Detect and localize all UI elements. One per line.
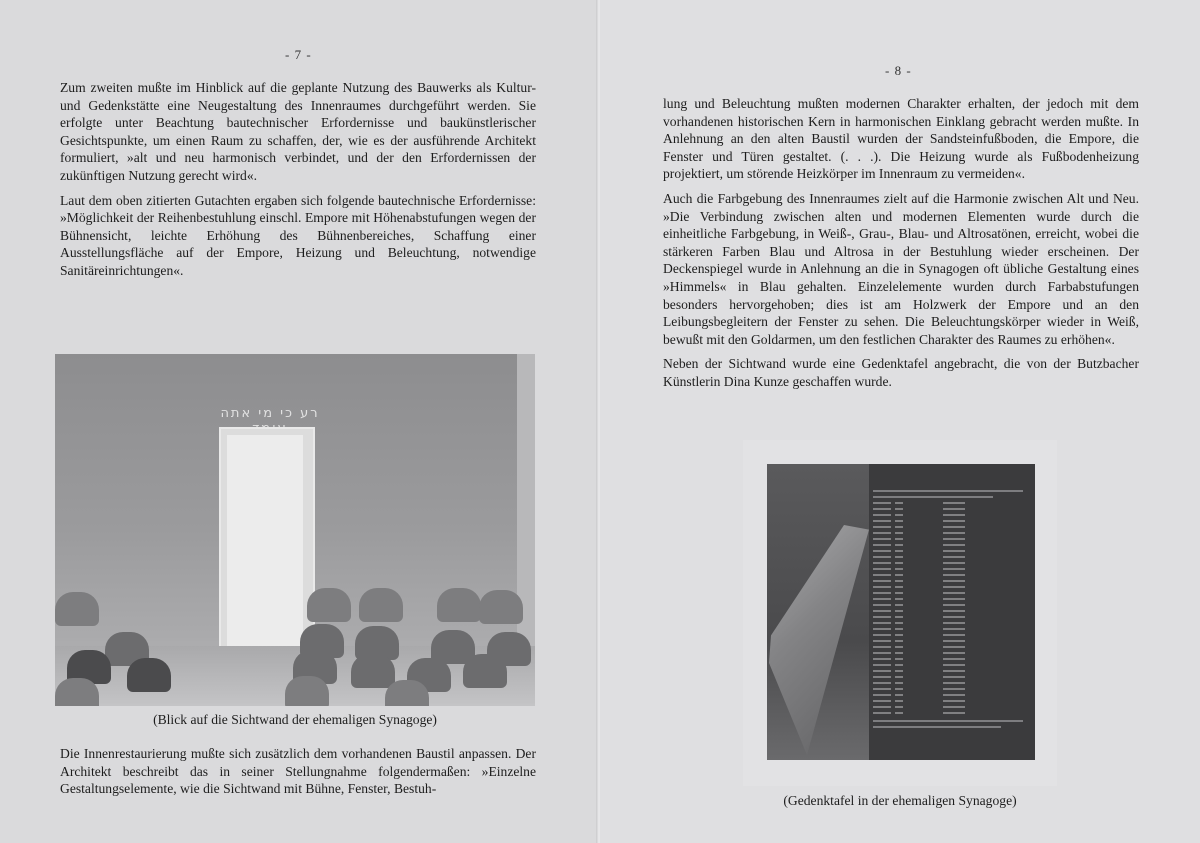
plaque-text-line	[873, 720, 1023, 722]
hebrew-inscription: רע כי מי אתה	[220, 406, 320, 421]
synagogue-photo	[55, 354, 535, 706]
plaque-text-line	[873, 634, 1023, 636]
left-bottom-paragraph: Die Innenrestaurierung mußte sich zusätzlich dem vorhandenen Baustil anpassen. Der Architekt beschreibt das in seiner Stellungnahme folgendermaßen: »Einzelne Gestaltungselemente, wie die Sichtwand mit Bühne, Fenster, Bestuh-	[60, 746, 536, 797]
right-paragraph-3: Neben der Sichtwand wurde eine Gedenktafel angebracht, die von der Butzbacher Künstlerin Dina Kunze geschaffen wurde.	[663, 356, 1139, 389]
chair	[437, 588, 481, 622]
left-paragraph-2: Laut dem oben zitierten Gutachten ergaben sich folgende bautechnische Erfordernisse: »Möglichkeit der Reihenbestuhlung einschl. Empore mit Höhenabstufungen wegen der Bühnensicht, leichte Erhöhung des Bühnenbereiches, Schaffung einer Ausstellungsfläche auf der Empore, Heizung und Beleuchtung, notwendige Sanitäreinrichtungen«.	[60, 192, 536, 278]
chair	[285, 676, 329, 706]
plaque-text-line	[873, 688, 1023, 690]
plaque-text-line	[873, 550, 1023, 552]
plaque-text-line	[873, 616, 1023, 618]
plaque-text-line	[873, 628, 1023, 630]
plaque-text-line	[873, 574, 1023, 576]
synagogue-photo-caption: (Blick auf die Sichtwand der ehemaligen Synagoge)	[153, 712, 437, 727]
plaque-photo-caption: (Gedenktafel in der ehemaligen Synagoge)	[783, 793, 1017, 808]
plaque-text-line	[873, 658, 1023, 660]
plaque-text-line	[873, 706, 1023, 708]
plaque-name-list	[873, 490, 1023, 720]
door	[227, 435, 303, 651]
plaque-text-line	[873, 700, 1023, 702]
chair	[463, 654, 507, 688]
plaque-text-line	[873, 580, 1023, 582]
left-paragraph-1: Zum zweiten mußte im Hinblick auf die geplante Nutzung des Bauwerks als Kultur- und Gedenkstätte eine Neugestaltung des Innenraumes durchgeführt werden. Sie erfolgte unter Beachtung bautechnischer Erfordernisse und baukünstlerischer Gesichtspunkte, um einen Raum zu schaffen, der, wie es der ausführende Architekt formuliert, »alt und neu harmonisch verbindet, und der den Erfordernissen der zukünftigen Nutzung gerecht wird«.	[60, 80, 536, 183]
plaque-text-line	[873, 502, 1023, 504]
right-paragraph-1: lung und Beleuchtung mußten modernen Charakter erhalten, der jedoch mit dem vorhandenen historischen Kern in harmonischen Einklang gebracht werden mußte. In Anlehnung an den alten Baustil wurden der Sandsteinfußboden, die Empore, die Fenster und Türen gestaltet. (. . .). Die Heizung wurde als Fußbodenheizung projektiert, um störende Heizkörper im Innenraum zu vermeiden«.	[663, 96, 1139, 182]
chair	[55, 592, 99, 626]
plaque-text-line	[873, 568, 1023, 570]
plaque-text-line	[873, 586, 1023, 588]
plaque-text-line	[873, 496, 993, 498]
chair	[359, 588, 403, 622]
page-number-right: - 8 -	[885, 63, 912, 78]
plaque-text-line	[873, 538, 1023, 540]
plaque-text-line	[873, 592, 1023, 594]
plaque-text-line	[873, 622, 1023, 624]
plaque-text-line	[873, 670, 1023, 672]
plaque-text-line	[873, 676, 1023, 678]
plaque-text-line	[873, 508, 1023, 510]
plaque-text-line	[873, 526, 1023, 528]
plaque-text-line	[873, 556, 1023, 558]
plaque-text-line	[873, 610, 1023, 612]
page-number-left: - 7 -	[285, 47, 312, 62]
memorial-plaque-photo	[743, 440, 1057, 786]
plaque-text-line	[873, 640, 1023, 642]
chair	[307, 588, 351, 622]
chair	[127, 658, 171, 692]
chair	[351, 654, 395, 688]
chair	[55, 678, 99, 706]
plaque-text-line	[873, 682, 1023, 684]
chair	[479, 590, 523, 624]
plaque-text-line	[873, 726, 1001, 728]
plaque-text-line	[873, 562, 1023, 564]
left-page	[0, 0, 598, 843]
plaque-text-line	[873, 652, 1023, 654]
right-text-block	[663, 95, 1139, 398]
plaque-text-line	[873, 712, 1023, 714]
left-text-block	[60, 79, 536, 287]
plaque-text-line	[873, 646, 1023, 648]
right-paragraph-2: Auch die Farbgebung des Innenraumes zielt auf die Harmonie zwischen Alt und Neu. »Die Verbindung zwischen alten und modernen Elementen wurde durch die einheitliche Farbgebung, in Weiß-, Grau-, Blau- und Altrosatönen, erreicht, wobei die stärkeren Farben Blau und Altrosa in der Bestuhlung wieder erscheinen. Der Deckenspiegel wurde in Anlehnung an die in Synagogen oft übliche Gestaltung eines »Himmels« in Blau gehalten. Einzelelemente wurden durch Farbabstufungen besonders hervorgehoben; dies ist am Holzwerk der Empore und an den Leibungsbegleitern der Fenster zu sehen. Die Beleuchtungskörper wieder in Weiß, bewußt mit den Goldarmen, um den festlichen Charakter des Raumes zu erhöhen«.	[663, 190, 1139, 347]
plaque-text-line	[873, 604, 1023, 606]
chair	[385, 680, 429, 706]
plaque-text-line	[873, 520, 1023, 522]
plaque-text-line	[873, 490, 1023, 492]
plaque-text-line	[873, 514, 1023, 516]
plaque-text-line	[873, 598, 1023, 600]
plaque-text-line	[873, 664, 1023, 666]
plaque-text-line	[873, 694, 1023, 696]
plaque-text-line	[873, 544, 1023, 546]
plaque-text-line	[873, 532, 1023, 534]
